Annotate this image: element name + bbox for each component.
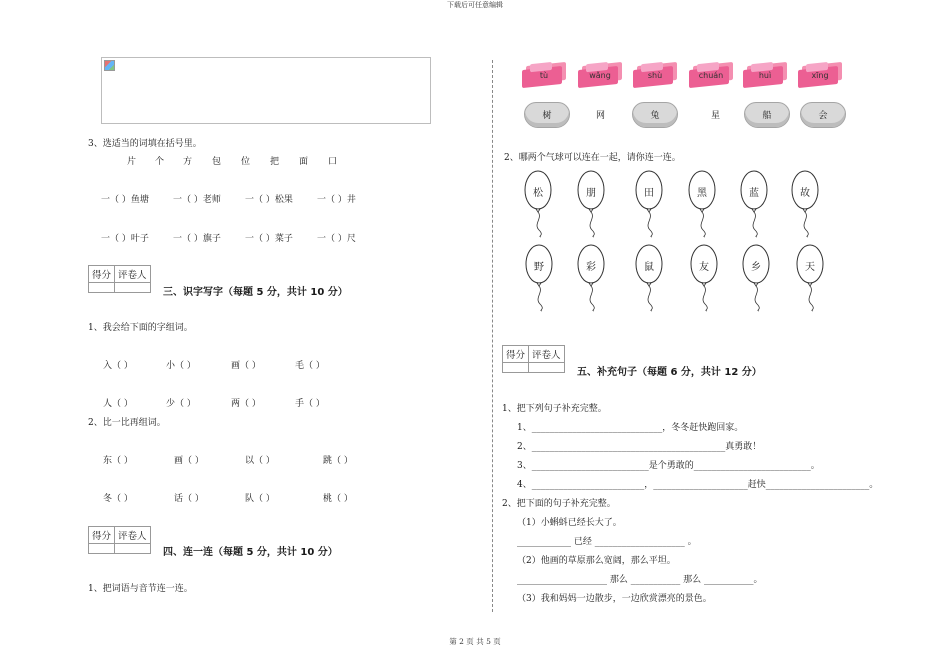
char-pillow[interactable]	[632, 102, 678, 128]
section3-title: 三、识字写字（每题 5 分，共计 10 分）	[163, 287, 348, 298]
char-pillow[interactable]	[744, 102, 790, 128]
s5-sub-2: （2）他画的草原那么宽阔，那么平坦。	[517, 556, 676, 566]
char-pillow[interactable]	[800, 102, 846, 128]
fill-blank[interactable]: 入（ ）	[103, 361, 133, 371]
fill-blank[interactable]: 小（ ）	[166, 361, 196, 371]
score-cell[interactable]	[89, 283, 115, 293]
s5-q2-title: 2、把下面的句子补充完整。	[502, 499, 616, 509]
fill-blank[interactable]: 画（ ）	[231, 361, 261, 371]
word-bank-item: 把	[270, 157, 280, 167]
char-label[interactable]: 网	[596, 111, 606, 121]
fill-blank[interactable]: 一（ ）旗子	[173, 234, 221, 244]
word-bank-item: 片	[127, 157, 137, 167]
balloon-label: 黑	[697, 188, 707, 199]
balloon-label: 彩	[586, 262, 596, 273]
fill-blank[interactable]: 桃（ ）	[323, 494, 353, 504]
balloon-label: 田	[644, 188, 654, 199]
balloon[interactable]	[687, 170, 721, 236]
word-bank-item: 口	[328, 157, 338, 167]
pinyin-label: shù	[647, 71, 663, 80]
char-label[interactable]: 星	[711, 111, 721, 121]
balloon[interactable]	[689, 244, 723, 310]
balloon-label: 友	[699, 262, 709, 273]
q3-title: 3、选适当的词填在括号里。	[88, 139, 202, 149]
word-bank-item: 方	[183, 157, 193, 167]
balloon-label: 松	[533, 188, 543, 199]
s5-sub-1-blank[interactable]: ____________ 已经 ____________________ 。	[517, 537, 697, 547]
page-header: 下载后可任意编辑	[447, 1, 503, 9]
fill-blank[interactable]: 一（ ）叶子	[101, 234, 149, 244]
balloon-label: 乡	[751, 262, 761, 273]
s5-sub-3: （3）我和妈妈一边散步，一边欣赏漂亮的景色。	[517, 594, 712, 604]
balloon[interactable]	[576, 244, 610, 310]
s3-q1-title: 1、我会给下面的字组词。	[88, 323, 193, 333]
pinyin-label: wǎng	[589, 71, 611, 80]
column-divider	[492, 60, 493, 612]
score-box-sec5	[502, 345, 565, 373]
score-label: 得分	[89, 266, 115, 283]
pinyin-card[interactable]	[689, 64, 733, 86]
balloon-label: 朋	[586, 188, 596, 199]
balloon[interactable]	[523, 170, 557, 236]
score-cell[interactable]	[89, 544, 115, 554]
fill-blank[interactable]: 画（ ）	[174, 456, 204, 466]
fill-blank[interactable]: 一（ ）菜子	[245, 234, 293, 244]
char-label: 船	[762, 111, 772, 121]
grader-label: 评卷人	[115, 527, 151, 544]
fill-blank[interactable]: 一（ ）井	[317, 195, 356, 205]
s5-line-4[interactable]: 4、_________________________，_____________________赶快_______________________。	[517, 480, 879, 490]
pinyin-card[interactable]	[522, 64, 566, 86]
s5-q1-title: 1、把下列句子补充完整。	[502, 404, 607, 414]
pinyin-label: chuán	[698, 71, 724, 80]
pinyin-card[interactable]	[578, 64, 622, 86]
s5-sub-1: （1）小蝌蚪已经长大了。	[517, 518, 622, 528]
word-bank-item: 位	[241, 157, 251, 167]
balloon[interactable]	[741, 244, 775, 310]
fill-blank[interactable]: 人（ ）	[103, 399, 133, 409]
grader-cell[interactable]	[529, 363, 565, 373]
pinyin-card[interactable]	[633, 64, 677, 86]
pinyin-label: tù	[539, 71, 549, 80]
fill-blank[interactable]: 队（ ）	[245, 494, 275, 504]
score-label: 得分	[503, 346, 529, 363]
fill-blank[interactable]: 一（ ）老师	[173, 195, 221, 205]
balloon[interactable]	[576, 170, 610, 236]
balloon[interactable]	[739, 170, 773, 236]
grader-label: 评卷人	[529, 346, 565, 363]
score-label: 得分	[89, 527, 115, 544]
fill-blank[interactable]: 冬（ ）	[103, 494, 133, 504]
fill-blank[interactable]: 少（ ）	[166, 399, 196, 409]
pinyin-card[interactable]	[798, 64, 842, 86]
char-label: 会	[818, 111, 828, 121]
section5-title: 五、补充句子（每题 6 分，共计 12 分）	[577, 367, 762, 378]
balloon-label: 蓝	[749, 188, 759, 199]
fill-blank[interactable]: 东（ ）	[103, 456, 133, 466]
balloon[interactable]	[524, 244, 558, 310]
s5-sub-2-blank[interactable]: ____________________ 那么 ___________ 那么 ___________。	[517, 575, 763, 585]
balloon[interactable]	[795, 244, 829, 310]
char-label: 树	[542, 111, 552, 121]
broken-image-placeholder	[101, 57, 431, 124]
pinyin-card[interactable]	[743, 64, 787, 86]
s3-q2-title: 2、比一比再组词。	[88, 418, 166, 428]
char-pillow[interactable]	[524, 102, 570, 128]
balloon[interactable]	[634, 170, 668, 236]
fill-blank[interactable]: 一（ ）松果	[245, 195, 293, 205]
balloon-label: 天	[805, 262, 815, 273]
r-q2-title: 2、哪两个气球可以连在一起，请你连一连。	[504, 153, 681, 163]
score-cell[interactable]	[503, 363, 529, 373]
word-bank-item: 包	[212, 157, 222, 167]
fill-blank[interactable]: 两（ ）	[231, 399, 261, 409]
fill-blank[interactable]: 以（ ）	[245, 456, 275, 466]
pinyin-label: xīng	[811, 71, 829, 80]
balloon[interactable]	[790, 170, 824, 236]
word-bank-item: 面	[299, 157, 309, 167]
page-footer: 第 2 页 共 5 页	[449, 637, 501, 646]
grader-cell[interactable]	[115, 283, 151, 293]
balloon-label: 故	[800, 188, 810, 199]
s5-line-2[interactable]: 2、___________________________________________真勇敢！	[517, 442, 762, 452]
fill-blank[interactable]: 毛（ ）	[295, 361, 325, 371]
score-box-sec4	[88, 526, 151, 554]
fill-blank[interactable]: 手（ ）	[295, 399, 325, 409]
fill-blank[interactable]: 一（ ）尺	[317, 234, 356, 244]
s5-line-3[interactable]: 3、__________________________是个勇敢的__________________________。	[517, 461, 820, 471]
balloon[interactable]	[634, 244, 668, 310]
grader-label: 评卷人	[115, 266, 151, 283]
balloon-label: 鼠	[644, 262, 654, 273]
grader-cell[interactable]	[115, 544, 151, 554]
s4-q1-title: 1、把词语与音节连一连。	[88, 584, 193, 594]
pinyin-label: huì	[758, 71, 772, 80]
fill-blank[interactable]: 跳（ ）	[323, 456, 353, 466]
char-label: 兔	[650, 111, 660, 121]
balloon-label: 野	[534, 262, 544, 273]
fill-blank[interactable]: 一（ ）鱼塘	[101, 195, 149, 205]
score-box-sec3	[88, 265, 151, 293]
section4-title: 四、连一连（每题 5 分，共计 10 分）	[163, 547, 338, 558]
fill-blank[interactable]: 话（ ）	[174, 494, 204, 504]
image-icon	[104, 60, 115, 71]
s5-line-1[interactable]: 1、_____________________________，冬冬赶快跑回家。	[517, 423, 744, 433]
word-bank-item: 个	[155, 157, 165, 167]
